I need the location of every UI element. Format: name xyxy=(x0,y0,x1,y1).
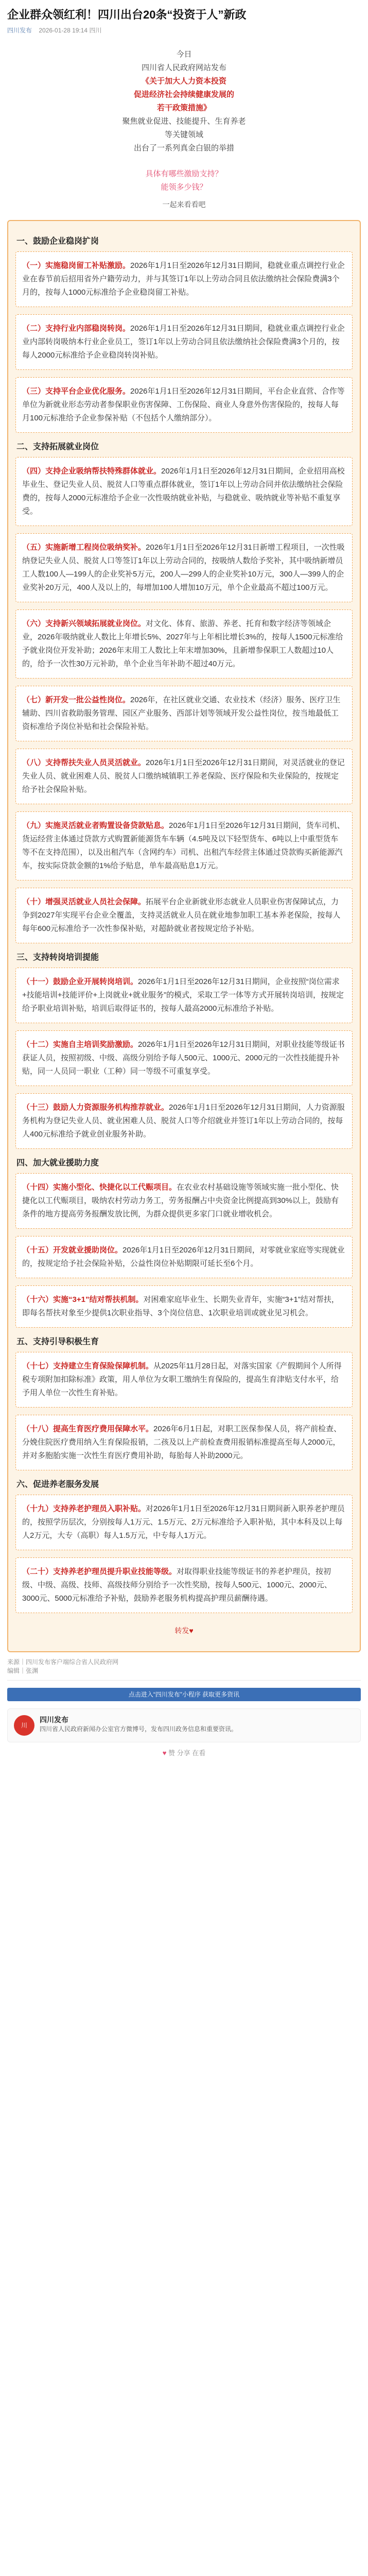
section-title: 四、加大就业援助力度 xyxy=(16,1159,99,1167)
policy-item xyxy=(15,686,353,741)
policy-item-lead: （七）新开发一批公益性岗位。 xyxy=(22,696,131,704)
policy-item xyxy=(15,377,353,433)
policy-item xyxy=(15,1173,353,1229)
policy-name: 《关于加大人力资本投资 xyxy=(141,77,226,86)
policy-item-lead: （十四）实施小型化、快捷化以工代赈项目。 xyxy=(22,1183,177,1192)
intro-line: 等关键领域 xyxy=(164,130,203,139)
policy-item-text: 拓展平台企业新就业形态就业人员职业伤害保障试点，力争到2027年实现平台企业全覆盖，支持灵活就业人员在就业地参加职工基本养老保险，按每人每年600元标准给予一次性参保补贴，对超龄就业者按规定给予补贴。 xyxy=(22,897,341,933)
policy-item xyxy=(15,749,353,804)
policy-item xyxy=(15,1285,353,1328)
policy-item xyxy=(15,251,353,307)
policy-item-lead: （十五）开发就业援助岗位。 xyxy=(22,1246,123,1255)
section-title: 五、支持引导积极生育 xyxy=(16,1337,99,1346)
policy-item-lead: （十八）提高生育医疗费用保障水平。 xyxy=(22,1425,154,1433)
avatar: 川 xyxy=(14,1715,34,1736)
footer-editor: 编辑｜张渊 xyxy=(7,1667,39,1674)
policy-item-lead: （十六）实施“3+1”结对帮扶机制。 xyxy=(22,1295,144,1304)
policy-item-text: 2026年1月1日至2026年12月31日期间，稳就业重点调控行业企业内部转岗吸纳本行业企业员工，签订1年以上劳动合同且依法缴纳社会保险费满3个月的，按每人2000元标准给予企业稳岗转岗补贴。 xyxy=(22,324,345,360)
policy-item-text: 在农业农村基础设施等领域实施一批小型化、快捷化以工代赈项目，吸纳农村劳动力务工，劳务报酬占中央资金比例提高到30%以上，鼓励有条件的地方提高劳务报酬发放比例，为群众提供更多家门口就业增收机会。 xyxy=(22,1183,339,1218)
policy-item-text: 2026年1月1日至2026年12月31日期间，平台企业直营、合作等单位为新就业形态劳动者参保职业伤害保障、工伤保险、商业人身意外伤害保险的，按每人每月100元标准给予企业参保补贴（不包括个人缴纳部分）。 xyxy=(22,387,345,422)
section-title: 三、支持转岗培训提能 xyxy=(16,953,99,962)
policy-item-text: 2026年1月1日至2026年12月31日期间，对零就业家庭等实现就业的，按规定给予社会保险补贴，公益性岗位补贴期限可延长至6个月。 xyxy=(22,1246,345,1268)
policy-item-text: 从2025年11月28日起，对落实国家《产假期间个人所得税专项附加扣除标准》政策，用人单位为女职工缴纳生育保险的，提高生育津贴支付水平，给予用人单位一次性生育补贴。 xyxy=(22,1362,342,1397)
policy-item-lead: （六）支持新兴领域拓展就业岗位。 xyxy=(22,619,146,628)
policy-item-lead: （十九）支持养老护理员入职补贴。 xyxy=(22,1504,146,1513)
policy-item xyxy=(15,1415,353,1470)
policy-item-text: 对文化、体育、旅游、养老、托育和数字经济等领域企业，2026年吸纳就业人数比上年增长5%、2027年与上年相比增长3%的，按每人1500元标准给予就业岗位开发补助；2026年末用工人数比上年末增加30%，且新增参保职工人数超过10人的，给予一次性30万元补助，单个企业当年补助不超过40万元。 xyxy=(22,619,343,668)
policy-item-text: 对取得职业技能等级证书的养老护理员，按初级、中级、高级、技师、高级技师分别给予一次性奖励，按每人500元、1000元、2000元、3000元、5000元标准给予补贴，鼓励养老服务机构提高护理员薪酬待遇。 xyxy=(22,1567,332,1603)
policy-item-lead: （十）增强灵活就业人员社会保障。 xyxy=(22,897,146,906)
policy-name: 若干政策措施》 xyxy=(156,104,211,112)
share-bar[interactable] xyxy=(0,1748,368,1757)
policy-name: 促进经济社会持续健康发展的 xyxy=(133,90,234,99)
policy-item xyxy=(15,314,353,370)
intro-line: 四川省人民政府网站发布 xyxy=(141,63,226,72)
divider xyxy=(7,1680,361,1681)
policy-item-lead: （五）实施新增工程岗位吸纳奖补。 xyxy=(22,543,146,552)
policy-item xyxy=(15,1557,353,1613)
policy-item-lead: （四）支持企业吸纳帮扶特殊群体就业。 xyxy=(22,467,162,476)
policy-item-lead: （八）支持帮扶失业人员灵活就业。 xyxy=(22,758,146,767)
policy-item-text: 2026年1月1日至2026年12月31日期间，稳就业重点调控行业企业在春节前后招用省外户籍劳动力，并与其签订1年以上劳动合同且依法缴纳社会保险费满3个月的，按每人1000元标准给予企业稳岗留工补贴。 xyxy=(22,261,345,297)
policy-item xyxy=(15,1236,353,1278)
policy-item xyxy=(15,1030,353,1086)
policy-item-text: 2026年1月1日至2026年12月31日新增工程项目，一次性吸纳登记失业人员、脱贫人口等签订1年以上劳动合同的，按吸纳人数给予奖补，其中吸纳新增员工人数100人—199人的企业奖补5万元，200人—299人的企业奖补10万元，300人—399人的企业奖补20万元，400人及以上的，每增加100人增加10万元，单个企业最高不超过100万元。 xyxy=(22,543,345,592)
policy-item-text: 2026年6月1日起，对职工医保参保人员，将产前检查、分娩住院医疗费用纳入生育保险报销，二孩及以上产前检查费用报销标准提高至每人2000元，并对多胞胎实施一次性生育医疗费用补助，每胎每人补助2000元。 xyxy=(22,1425,342,1460)
policy-item xyxy=(15,457,353,526)
policy-item xyxy=(15,1352,353,1408)
section-title: 二、支持拓展就业岗位 xyxy=(16,443,99,451)
policy-item-lead: （十七）支持建立生育保险保障机制。 xyxy=(22,1362,154,1370)
policy-item-text: 2026年，在社区就业交通、农业技术（经济）服务、医疗卫生辅助、四川省救助服务管理、园区产业服务、西部计划等领域开发公益性岗位，按当地最低工资标准给予岗位补贴和社会保险补贴。 xyxy=(22,696,341,731)
like-icon[interactable]: ♥ xyxy=(162,1749,167,1757)
policy-item-text: 对2026年1月1日至2026年12月31日期间新入职养老护理员的，按照学历层次，分别按每人1万元、1.5万元、2万元标准给予入职补贴，其中本科及以上每人2万元，大专（高职）每人1.5万元，中专每人1万元。 xyxy=(22,1504,345,1540)
policy-item-lead: （十一）鼓励企业开展转岗培训。 xyxy=(22,977,138,986)
promo-banner[interactable]: 点击进入“四川发布”小程序 获取更多资讯 xyxy=(7,1688,361,1701)
section-title: 一、鼓励企业稳岗扩岗 xyxy=(16,237,99,246)
policy-item xyxy=(15,533,353,602)
question-line: 具体有哪些激励支持？ xyxy=(145,170,223,178)
author-info xyxy=(40,1715,237,1734)
policy-item xyxy=(15,1495,353,1550)
intro-questions xyxy=(0,167,368,194)
article-meta xyxy=(0,26,368,40)
policy-item-text: 对困难家庭毕业生、长期失业青年，实施“3+1”结对帮扶，即每名帮扶对象至少提供1次职业指导、3个岗位信息、1次职业培训或就业见习机会。 xyxy=(22,1295,339,1317)
panel-end: 转发♥ xyxy=(174,1626,194,1635)
policy-item-text: 2026年1月1日至2026年12月31日期间，对灵活就业的登记失业人员、就业困难人员、脱贫人口缴纳城镇职工养老保险、医疗保险和失业保险的，按规定给予社会保险补贴。 xyxy=(22,758,345,794)
policy-item-lead: （一）实施稳岗留工补贴激励。 xyxy=(22,261,131,270)
policy-item xyxy=(15,1093,353,1149)
policy-item-text: 2026年1月1日至2026年12月31日期间，企业按照“岗位需求+技能培训+技能评价+上岗就业+就业服务”的模式，采取工学一体等方式开展转岗培训，按规定给予职业培训补贴，培训后取得证书的，按每人最高2000元标准给予补贴。 xyxy=(22,977,344,1013)
intro-line: 聚焦就业促进、技能提升、生育养老 xyxy=(122,117,246,126)
article-source[interactable]: 四川发布 xyxy=(7,27,32,34)
policy-item-lead: （三）支持平台企业优化服务。 xyxy=(22,387,131,396)
intro-line: 今日 xyxy=(176,50,192,59)
author-card[interactable] xyxy=(7,1708,361,1742)
footer xyxy=(0,1652,368,1680)
policy-item-lead: （二十）支持养老护理员提升职业技能等级。 xyxy=(22,1567,177,1576)
policy-item-text: 2026年1月1日至2026年12月31日期间，对职业技能等级证书获证人员，按照初级、中级、高级分别给予每人500元、1000元、2000元的一次性技能提升补贴，同一人员同一职业（工种）同一等级不可重复享受。 xyxy=(22,1040,345,1076)
author-name: 四川发布 xyxy=(40,1716,68,1724)
policy-item xyxy=(15,609,353,679)
intro-line: 出台了一系列真金白银的举措 xyxy=(133,144,234,152)
policy-item xyxy=(15,811,353,880)
intro-end: 一起来看看吧 xyxy=(162,200,206,209)
policy-item-text: 2026年1月1日至2026年12月31日期间，企业招用高校毕业生、登记失业人员、脱贫人口等重点群体就业，签订1年以上劳动合同并依法缴纳社会保险费的，按每人2000元标准给予企业一次性吸纳就业补贴，与稳就业、吸纳就业等补贴不重复享受。 xyxy=(22,467,345,516)
policy-item xyxy=(15,888,353,943)
article-title: 企业群众领红利！四川出台20条“投资于人”新政 xyxy=(7,8,247,21)
policy-panel xyxy=(7,220,361,1652)
policy-item-lead: （十三）鼓励人力资源服务机构推荐就业。 xyxy=(22,1103,169,1112)
policy-item-lead: （二）支持行业内部稳岗转岗。 xyxy=(22,324,131,333)
footer-source: 来源｜四川发布客户端综合省人民政府网 xyxy=(7,1658,119,1666)
section-title: 六、促进养老服务发展 xyxy=(16,1480,99,1489)
policy-item-text: 2026年1月1日至2026年12月31日期间，货车司机、货运经营主体通过贷款方式购置新能源货车车辆（4.5吨及以下轻型货车、6吨以上中重型货车等不在支持范围），以及出租汽车（含网约车）司机、出租汽车经营主体通过贷款购买新能源汽车，按实际贷款金额的1%给予贴息，单车最高贴息1万元。 xyxy=(22,821,345,870)
author-desc: 四川省人民政府新闻办公室官方微博号，发布四川政务信息和重要资讯。 xyxy=(40,1725,238,1733)
share-text[interactable]: 赞 分享 在看 xyxy=(168,1749,206,1757)
question-line: 能领多少钱？ xyxy=(161,183,207,192)
policy-item-text: 2026年1月1日至2026年12月31日期间，人力资源服务机构为登记失业人员、就业困难人员、脱贫人口等介绍就业并签订1年以上劳动合同的，按每人400元标准给予就业创业服务补助。 xyxy=(22,1103,345,1139)
policy-item xyxy=(15,968,353,1023)
policy-item-lead: （十二）实施自主培训奖励激励。 xyxy=(22,1040,138,1049)
policy-item-lead: （九）实施灵活就业者购置设备贷款贴息。 xyxy=(22,821,169,830)
article-datetime: 2026-01-28 19:14 四川 xyxy=(39,27,102,34)
intro xyxy=(0,48,368,155)
